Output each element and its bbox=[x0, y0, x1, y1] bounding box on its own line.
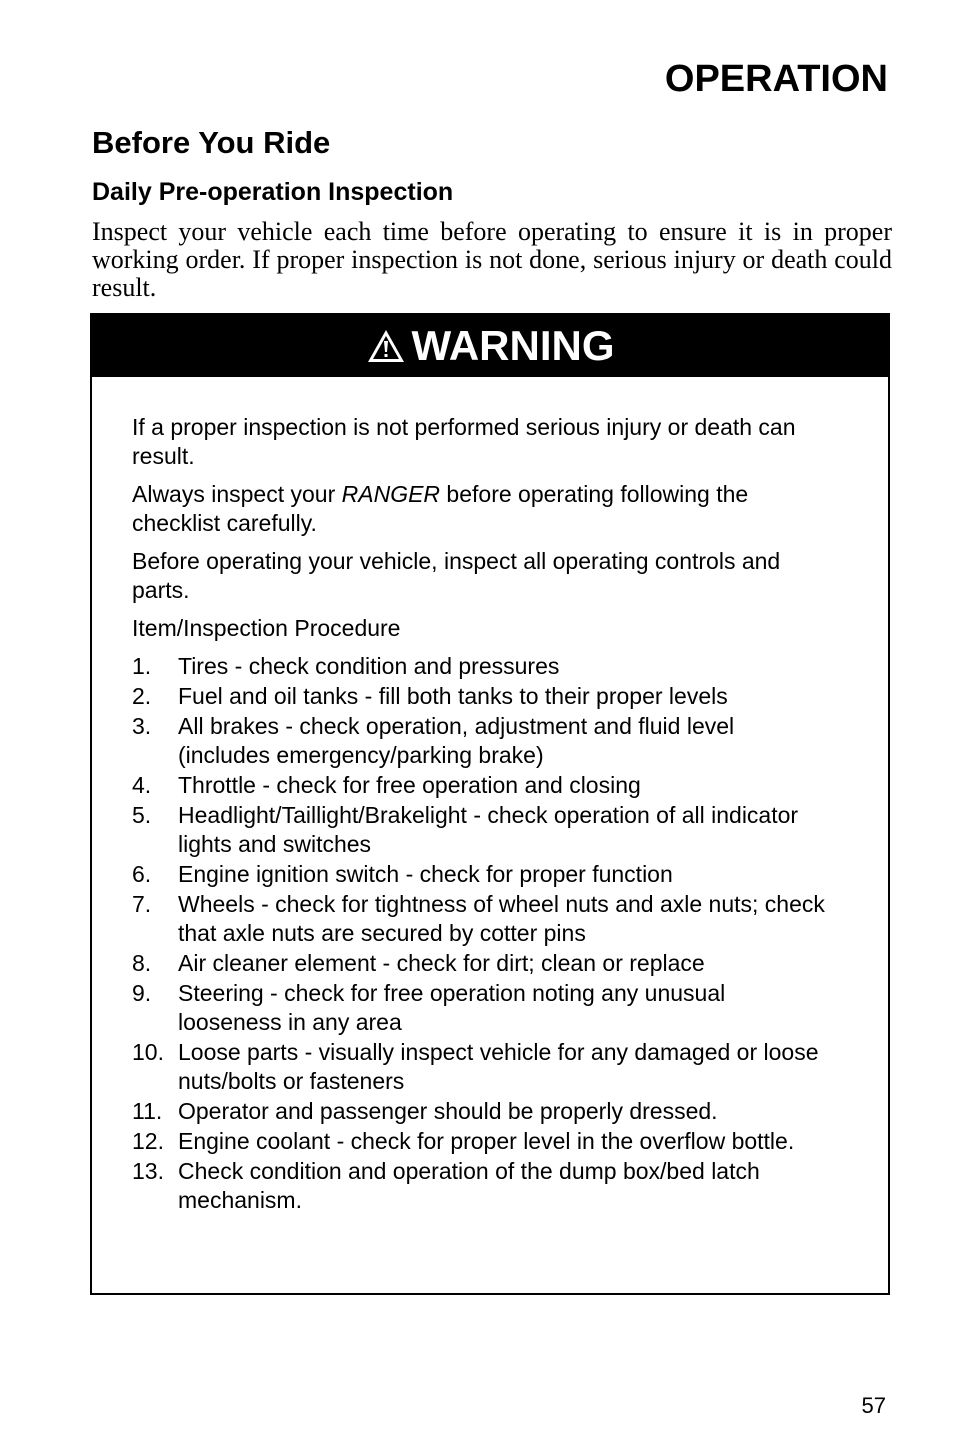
page-heading: Before You Ride bbox=[92, 125, 331, 160]
warning-header bbox=[92, 315, 888, 377]
warning-title: WARNING bbox=[411, 322, 615, 369]
checklist-item bbox=[132, 801, 832, 859]
checklist-item-text: Loose parts - visually inspect vehicle for any damaged or loose nuts/bolts or fasteners bbox=[178, 1039, 819, 1094]
warning-paragraph-2-end: before operating following the checklist carefully. bbox=[132, 481, 749, 536]
checklist-item-text: Check condition and operation of the dump box/bed latch mechanism. bbox=[178, 1158, 760, 1213]
intro-paragraph: Inspect your vehicle each time before operating to ensure it is in proper working order. If proper inspection is not done, serious injury or death could result. bbox=[92, 217, 892, 302]
checklist-item-text: Engine coolant - check for proper level in the overflow bottle. bbox=[178, 1128, 795, 1154]
vehicle-model-name: RANGER bbox=[341, 481, 441, 507]
checklist-item bbox=[132, 979, 832, 1037]
checklist-item-number: 10. bbox=[132, 1039, 164, 1065]
warning-body bbox=[132, 413, 832, 1216]
checklist-item-number: 11. bbox=[132, 1098, 163, 1124]
checklist-item bbox=[132, 1038, 832, 1096]
checklist-item-number: 2. bbox=[132, 683, 152, 709]
checklist-item-text: Headlight/Taillight/Brakelight - check operation of all indicator lights and switches bbox=[178, 802, 799, 857]
checklist-item-text: Operator and passenger should be properly dressed. bbox=[178, 1098, 718, 1124]
checklist-item bbox=[132, 1097, 832, 1126]
checklist-item bbox=[132, 771, 832, 800]
checklist-item-text: Steering - check for free operation noting any unusual looseness in any area bbox=[178, 980, 726, 1035]
checklist-item bbox=[132, 949, 832, 978]
warning-paragraph-1: If a proper inspection is not performed serious injury or death can result. bbox=[132, 414, 796, 469]
checklist-item bbox=[132, 1127, 832, 1156]
page-number: 57 bbox=[861, 1393, 886, 1418]
warning-paragraph-2 bbox=[132, 480, 832, 538]
checklist-item-text: Wheels - check for tightness of wheel nuts and axle nuts; check that axle nuts are secured by cotter pins bbox=[178, 891, 825, 946]
checklist-item-number: 7. bbox=[132, 891, 152, 917]
checklist-item-number: 1. bbox=[132, 653, 152, 679]
checklist-item-number: 12. bbox=[132, 1128, 164, 1154]
checklist-item bbox=[132, 860, 832, 889]
procedure-label: Item/Inspection Procedure bbox=[132, 615, 401, 641]
checklist-item bbox=[132, 890, 832, 948]
checklist-item-text: All brakes - check operation, adjustment and fluid level (includes emergency/parking brake) bbox=[178, 713, 735, 768]
section-title: OPERATION bbox=[664, 58, 888, 100]
checklist-item bbox=[132, 712, 832, 770]
warning-paragraph-2-start: Always inspect your bbox=[132, 481, 342, 507]
warning-paragraph-3: Before operating your vehicle, inspect all operating controls and parts. bbox=[132, 548, 781, 603]
warning-triangle-icon bbox=[366, 328, 406, 364]
checklist-item-text: Fuel and oil tanks - fill both tanks to their proper levels bbox=[178, 683, 728, 709]
warning-box bbox=[90, 313, 890, 1295]
inspection-checklist bbox=[132, 652, 832, 1215]
checklist-item-text: Tires - check condition and pressures bbox=[178, 653, 560, 679]
checklist-item bbox=[132, 652, 832, 681]
checklist-item bbox=[132, 682, 832, 711]
checklist-item-text: Engine ignition switch - check for proper function bbox=[178, 861, 673, 887]
checklist-item-number: 13. bbox=[132, 1158, 164, 1184]
checklist-item-text: Air cleaner element - check for dirt; clean or replace bbox=[178, 950, 705, 976]
checklist-item-number: 3. bbox=[132, 713, 152, 739]
sub-heading: Daily Pre-operation Inspection bbox=[92, 178, 454, 206]
checklist-item bbox=[132, 1157, 832, 1215]
checklist-item-text: Throttle - check for free operation and closing bbox=[178, 772, 641, 798]
checklist-item-number: 8. bbox=[132, 950, 152, 976]
checklist-item-number: 4. bbox=[132, 772, 152, 798]
checklist-item-number: 5. bbox=[132, 802, 152, 828]
checklist-item-number: 9. bbox=[132, 980, 152, 1006]
checklist-item-number: 6. bbox=[132, 861, 152, 887]
